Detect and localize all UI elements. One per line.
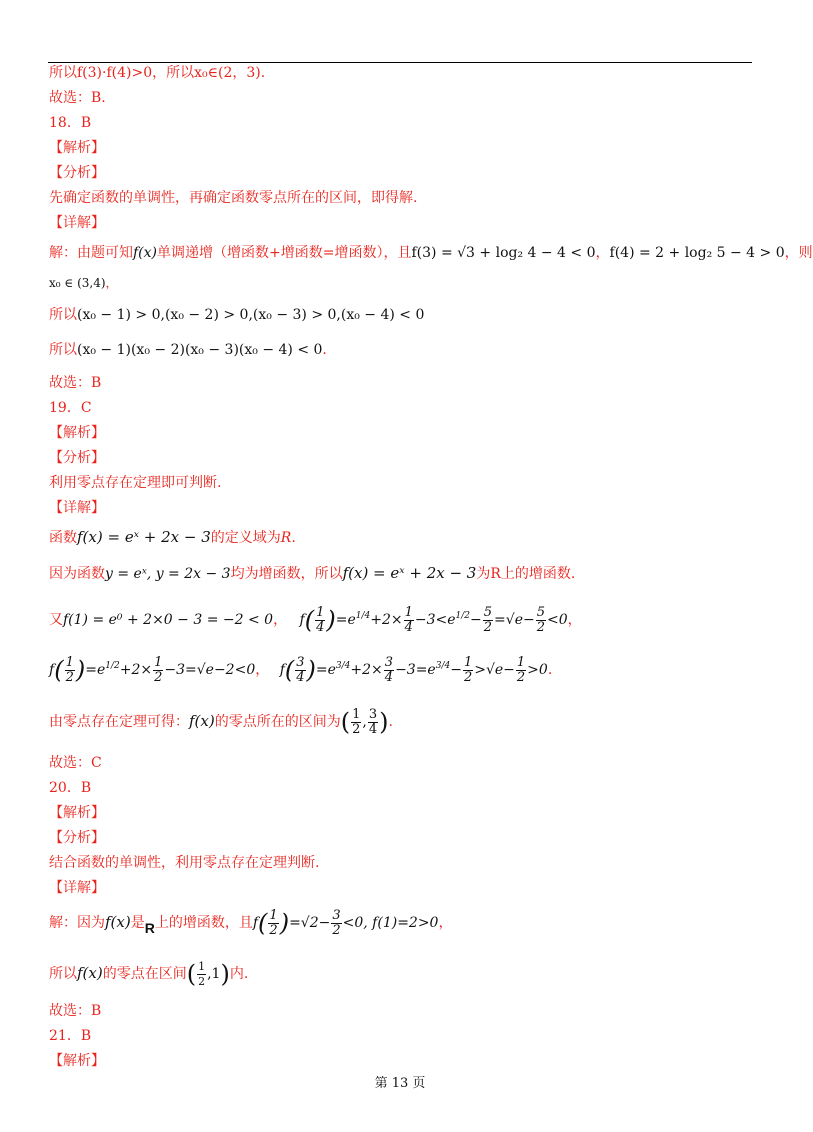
text-line: 结合函数的单调性，利用零点存在定理判断. [49, 855, 320, 871]
solution-line [49, 244, 813, 262]
text-span: . [547, 662, 553, 678]
formula: x₀ ∈ (3,4) [49, 276, 106, 290]
solution-line [49, 528, 296, 547]
text-span: 的零点在区间 [102, 966, 187, 982]
solution-line [49, 598, 582, 638]
formula-interval: ( $\frac{1}{2}$ , $\frac{3}{4}$ ) [340, 706, 389, 737]
question-number: 18．B [49, 115, 92, 131]
formula: f(1) = e⁰ + 2×0 − 3 = −2 < 0 [63, 612, 274, 628]
text-span: 的定义域为 [210, 530, 281, 546]
solution-line [49, 564, 575, 583]
section-heading: 【详解】 [49, 500, 105, 516]
text-span: 函数 [49, 530, 77, 546]
formula-interval: ( $\frac{1}{2}$ ,1) [186, 959, 230, 988]
section-heading: 【分析】 [49, 165, 105, 181]
text-span: 解：因为 [49, 915, 105, 931]
text-span: R [280, 530, 292, 546]
formula-f-half: f( $\frac{1}{2}$ )$=e^{1/2}+2\times$ $\frac{1}{2}$ −3=√e−2<0 [49, 654, 256, 685]
page-number: 第 13 页 [374, 1076, 426, 1091]
text-line: 故选：C [49, 755, 102, 771]
section-heading: 【解析】 [49, 140, 105, 156]
solution-line [49, 955, 248, 995]
solution-line [49, 341, 327, 359]
formula: f(4) = 2 + log₂ 5 − 4 > 0 [609, 245, 785, 261]
question-number: 19．C [49, 400, 92, 416]
formula: y = eˣ, y = 2x − 3 [105, 566, 231, 582]
text-span: ， [273, 612, 288, 628]
text-span: 是 [130, 915, 145, 931]
text-span: ， [438, 915, 453, 931]
text-span: 内. [229, 966, 249, 982]
section-heading: 【详解】 [49, 880, 105, 896]
solution-line [49, 648, 552, 688]
header-rule [48, 62, 752, 63]
formula: f(x) [189, 712, 215, 730]
text-line: 先确定函数的单调性，再确定函数零点所在的区间，即得解. [49, 190, 418, 206]
text-span: 所以 [49, 307, 77, 323]
formula: R [144, 920, 155, 936]
text-span: 为R上的增函数. [476, 566, 576, 582]
section-heading: 【解析】 [49, 1053, 105, 1069]
formula: f(x) = eˣ + 2x − 3 [342, 564, 477, 582]
section-heading: 【分析】 [49, 450, 105, 466]
text-span: ， [567, 612, 582, 628]
section-heading: 【解析】 [49, 805, 105, 821]
text-span: ， [595, 245, 610, 261]
formula: f(x) [77, 964, 103, 982]
solution-line [49, 306, 424, 324]
formula: (x₀ − 1)(x₀ − 2)(x₀ − 3)(x₀ − 4) < 0 [77, 342, 323, 358]
text-span: 因为函数 [49, 566, 105, 582]
text-span: 解：由题可知 [49, 245, 133, 261]
text-span: 由零点存在定理可得： [49, 714, 189, 730]
solution-line [49, 904, 452, 944]
text-span: ，则 [784, 245, 813, 261]
question-number: 21．B [49, 1028, 92, 1044]
text-line: 所以f(3)·f(4)>0，所以x₀∈(2，3). [49, 65, 266, 81]
text-span: . [322, 342, 327, 358]
text-line: 故选：B [49, 1003, 102, 1019]
section-heading: 【分析】 [49, 830, 105, 846]
text-span: 上的增函数，且 [154, 915, 253, 931]
text-span: ， [255, 662, 270, 678]
solution-line [49, 274, 118, 292]
text-span: . [291, 530, 296, 546]
formula: f(x) [105, 913, 131, 931]
text-span: 所以 [49, 966, 77, 982]
text-span: . [388, 714, 393, 730]
text-span: 又 [49, 612, 63, 628]
text-span: 的零点所在的区间为 [214, 714, 341, 730]
formula-f-half-sqrt2: f( $\frac{1}{2}$ )=√2− $\frac{3}{2}$ <0, f(1)=2>0 [252, 907, 439, 938]
text-span: ， [105, 276, 118, 290]
formula-f-three-quarter: f( $\frac{3}{4}$ )$=e^{3/4}+2\times$ $\frac{3}{4}$ $-3=e^{3/4}-$ $\frac{1}{2}$ >√e− $\frac{1}{2}$ >0 [279, 654, 548, 685]
section-heading: 【详解】 [49, 215, 105, 231]
text-line: 故选：B [49, 375, 102, 391]
formula: f(3) = √3 + log₂ 4 − 4 < 0 [411, 245, 596, 261]
solution-line [49, 703, 393, 743]
text-span: 均为增函数，所以 [230, 566, 343, 582]
text-span: 单调递增（增函数+增函数=增函数），且 [157, 245, 412, 261]
question-number: 20．B [49, 780, 92, 796]
formula: f(x) [133, 245, 158, 261]
formula: f(x) = eˣ + 2x − 3 [77, 528, 211, 546]
formula-f-quarter: f( $\frac{1}{4}$ )$=e^{1/4}+2\times$ $\frac{1}{4}$ $-3<e^{1/2}-$ $\frac{5}{2}$ =√e− $\frac{5}{2}$ <0 [299, 604, 568, 635]
formula: (x₀ − 1) > 0,(x₀ − 2) > 0,(x₀ − 3) > 0,(x₀ − 4) < 0 [77, 307, 425, 323]
text-span: 所以 [49, 342, 77, 358]
text-line: 利用零点存在定理即可判断. [49, 475, 222, 491]
text-line: 故选：B. [49, 90, 106, 106]
section-heading: 【解析】 [49, 425, 105, 441]
